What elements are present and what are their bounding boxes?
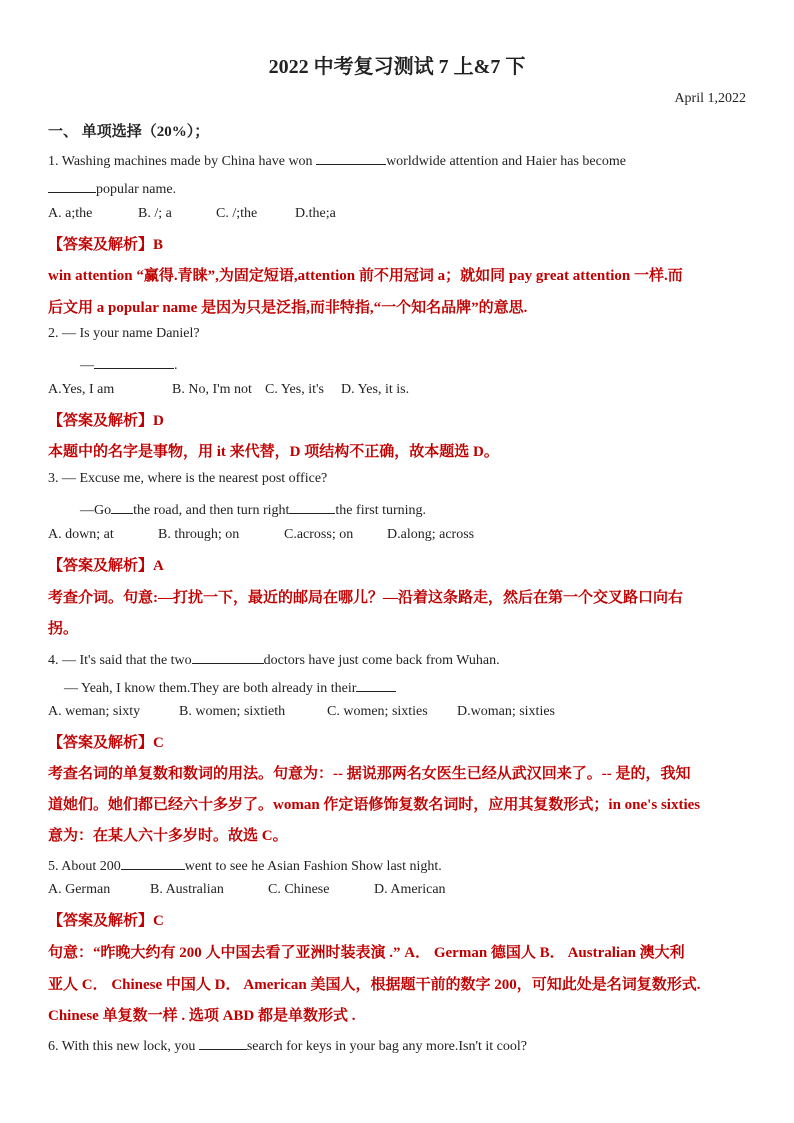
option: B. through; on [158,527,240,542]
q3-stem-line2: —Go the road, and then turn right the first turning. [80,499,426,519]
answer-blank [316,150,386,165]
q2-stem-line1: 2. — Is your name Daniel? [48,326,200,341]
q1-answer: 【答案及解析】B [48,237,164,253]
option: C. Chinese [268,882,330,897]
q3-answer: 【答案及解析】A [48,558,164,574]
answer-blank [199,1035,247,1050]
answer-blank [192,649,264,664]
answer-blank [289,499,335,514]
q1-explanation-line1: win attention “赢得.青睐”,为固定短语,attention 前不用冠词 a；就如同 pay great attention 一样.而 [48,268,683,284]
date-line: April 1,2022 [674,91,746,106]
q5-stem-line1: 5. About 200 went to see he Asian Fashion Show last night. [48,855,442,875]
q5-answer: 【答案及解析】C [48,913,164,929]
q6-stem-line1: 6. With this new lock, you search for keys in your bag any more.Isn't it cool? [48,1035,527,1055]
q4-stem-line2: — Yeah, I know them.They are both already in their [64,677,396,697]
q4-explanation-line1: 考查名词的单复数和数词的用法。句意为：-- 据说那两名女医生已经从武汉回来了。-- 是的，我知 [48,766,691,782]
q4-options [48,704,555,720]
option: B. women; sixtieth [179,704,286,719]
q2-options [48,382,409,398]
option: B. Australian [150,882,224,897]
option: D. American [374,882,446,897]
q5-explanation-line1: 句意：“昨晚大约有 200 人中国去看了亚洲时装表演 .” A． German 德国人 B． Australian 澳大利 [48,945,685,961]
q2-explanation-line1: 本题中的名字是事物，用 it 来代替，D 项结构不正确，故本题选 D。 [48,444,499,460]
q2-stem-line2: — . [80,354,178,374]
q4-explanation-line3: 意为：在某人六十多岁时。故选 C。 [48,828,288,844]
q1-explanation-line2: 后文用 a popular name 是因为只是泛指,而非特指,“一个知名品牌”的意思. [48,300,528,316]
q2-answer: 【答案及解析】D [48,413,164,429]
option: A. German [48,882,111,897]
option: A. down; at [48,527,114,542]
q5-options [48,882,446,898]
option: D. Yes, it is. [341,382,410,397]
option: A.Yes, I am [48,382,115,397]
option: A. a;the [48,206,93,221]
option: B. No, I'm not [172,382,252,397]
option: C. women; sixties [327,704,428,719]
answer-blank [48,178,96,193]
q5-explanation-line3: Chinese 单复数一样 . 选项 ABD 都是单数形式 . [48,1008,356,1024]
option: B. /; a [138,206,172,221]
q1-options [48,206,336,222]
q4-stem-line1: 4. — It's said that the two doctors have just come back from Wuhan. [48,649,500,669]
q1-stem-line1: 1. Washing machines made by China have won worldwide attention and Haier has become [48,150,626,170]
q4-answer: 【答案及解析】C [48,735,164,751]
option: D.along; across [387,527,475,542]
q4-explanation-line2: 道她们。她们都已经六十多岁了。woman 作定语修饰复数名词时，应用其复数形式；in one's sixties [48,797,701,813]
option: D.woman; sixties [457,704,555,719]
option: A. weman; sixty [48,704,141,719]
option: C. Yes, it's [265,382,324,397]
q1-stem-line2: popular name. [48,178,176,198]
option: D.the;a [295,206,336,221]
q3-stem-line1: 3. — Excuse me, where is the nearest post office? [48,471,328,486]
answer-blank [111,499,133,514]
option: C. /;the [216,206,258,221]
q3-options [48,527,474,543]
q3-explanation-line2: 拐。 [48,621,79,637]
option: C.across; on [284,527,354,542]
q5-explanation-line2: 亚人 C． Chinese 中国人 D． American 美国人，根据题干前的数字 200，可知此处是名词复数形式. [48,977,701,993]
answer-blank [94,354,174,369]
answer-blank [121,855,185,870]
section-heading: 一、 单项选择（20%）； [48,124,210,140]
page-title: 2022 中考复习测试 7 上&7 下 [268,56,526,78]
q3-explanation-line1: 考查介词。句意:—打扰一下，最近的邮局在哪儿？—沿着这条路走，然后在第一个交叉路口向右 [48,590,683,606]
answer-blank [356,677,396,692]
